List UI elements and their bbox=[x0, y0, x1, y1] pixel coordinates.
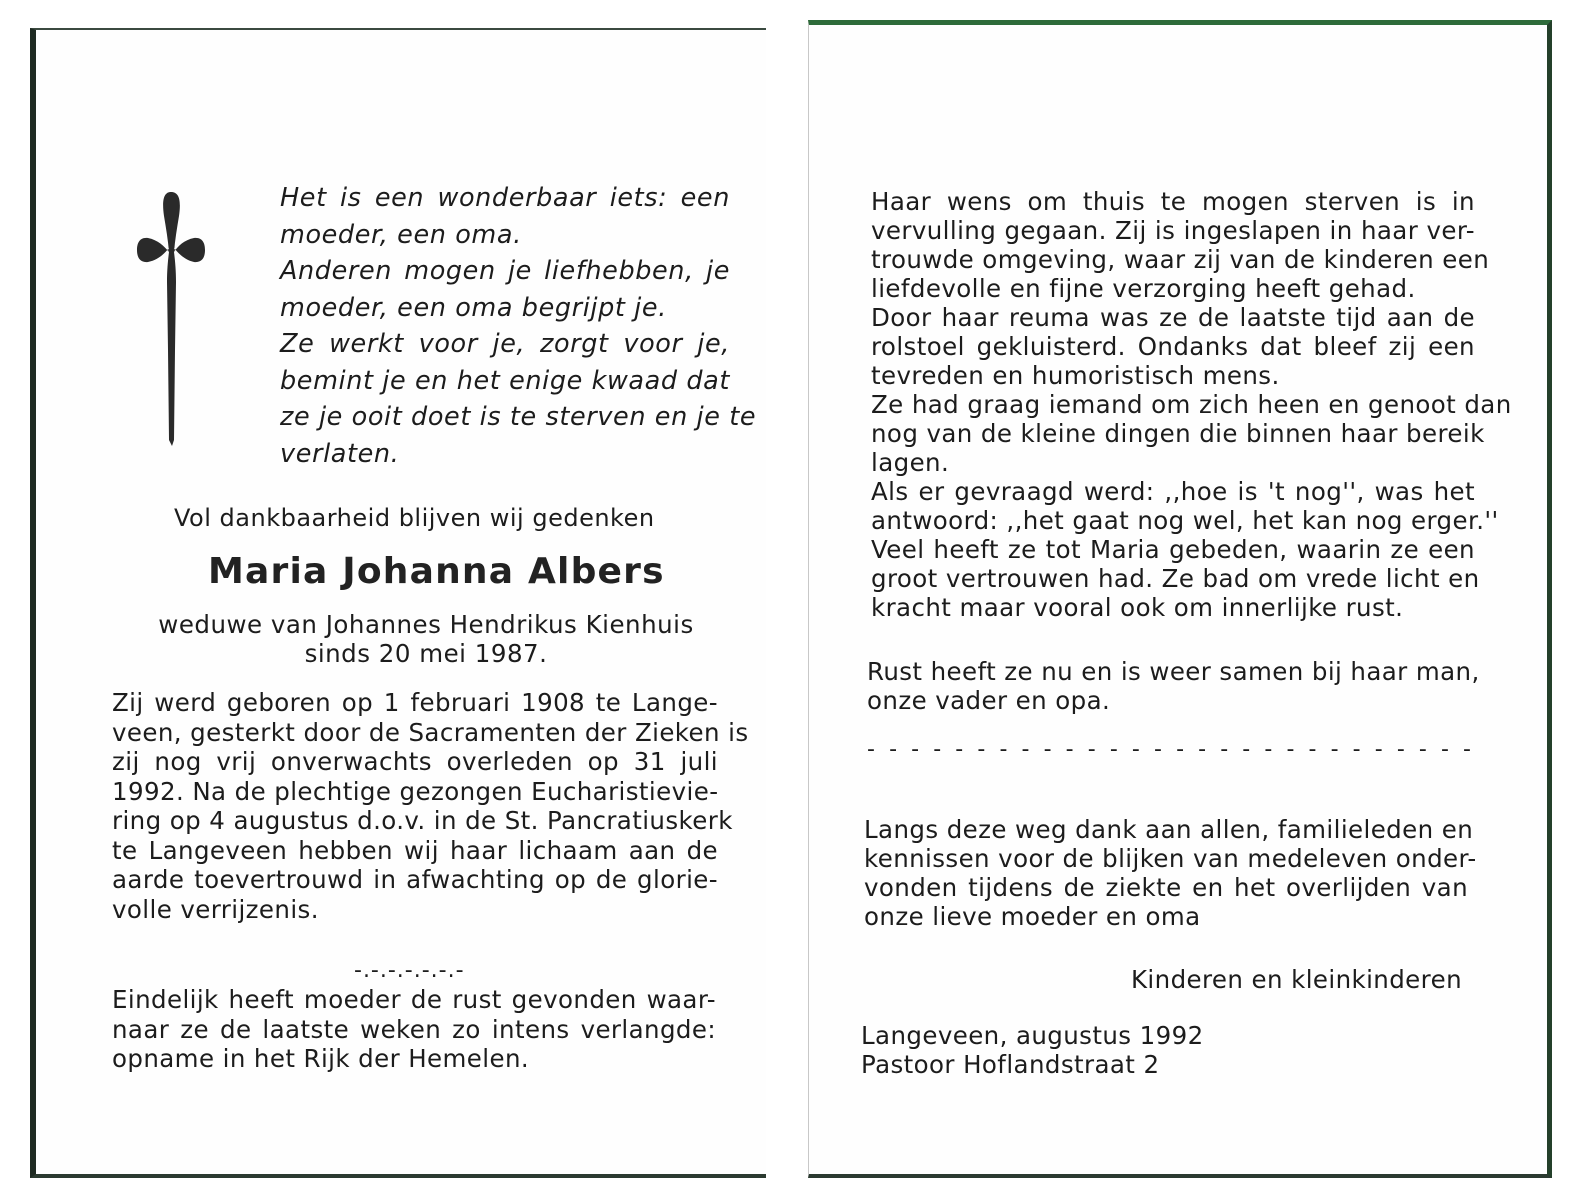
poem-line: moeder, een oma. bbox=[280, 219, 522, 250]
bio-line: volle verrijzenis. bbox=[112, 894, 319, 924]
dot-separator: -.-.-.-.-.-.- bbox=[354, 958, 465, 983]
thanks-paragraph bbox=[864, 815, 1477, 931]
poem-line: verlaten. bbox=[280, 438, 400, 469]
closing-line: opname in het Rijk der Hemelen. bbox=[112, 1044, 530, 1073]
memorial-line: kracht maar vooral ook om innerlijke rust. bbox=[871, 593, 1404, 622]
cross-icon bbox=[136, 190, 206, 450]
bio-line: zij nog vrij onverwachts overleden op 31 juli bbox=[112, 747, 718, 776]
memorial-line: trouwde omgeving, waar zij van de kinderen een bbox=[871, 245, 1490, 274]
memorial-paragraph bbox=[871, 187, 1512, 622]
poem-line: Ze werkt voor je, zorgt voor je, bbox=[280, 329, 730, 359]
dash-separator: - - - - - - - - - - - - - - - - - - - - - - - - - - - - bbox=[867, 737, 1471, 762]
memorial-line: nog van de kleine dingen die binnen haar bereik bbox=[871, 419, 1485, 448]
thanks-line: kennissen voor de blijken van medeleven onder- bbox=[864, 844, 1477, 873]
rest-line: onze vader en opa. bbox=[867, 686, 1111, 715]
thanks-line: vonden tijdens de ziekte en het overlijden van bbox=[864, 873, 1468, 902]
poem bbox=[280, 180, 757, 472]
memorial-line: liefdevolle en fijne verzorging heeft gehad. bbox=[871, 274, 1416, 303]
bio-line: Zij werd geboren op 1 februari 1908 te Lange- bbox=[112, 688, 718, 717]
bio-line: ring op 4 augustus d.o.v. in de St. Pancratiuskerk bbox=[112, 806, 733, 835]
closing-paragraph bbox=[112, 985, 716, 1074]
right-card bbox=[808, 20, 1552, 1178]
bio-line: te Langeveen hebben wij haar lichaam aan de bbox=[112, 835, 718, 865]
closing-line: Eindelijk heeft moeder de rust gevonden waar- bbox=[112, 985, 716, 1014]
family-signature: Kinderen en kleinkinderen bbox=[1130, 965, 1462, 994]
address-line: Langeveen, augustus 1992 bbox=[861, 1021, 1204, 1050]
poem-line: Het is een wonderbaar iets: een bbox=[280, 183, 730, 213]
closing-line: naar ze de laatste weken zo intens verlangde: bbox=[112, 1014, 716, 1044]
widow-line: sinds 20 mei 1987. bbox=[304, 639, 548, 668]
rest-line: Rust heeft ze nu en is weer samen bij haar man, bbox=[867, 657, 1480, 686]
rest-paragraph bbox=[867, 657, 1480, 715]
memorial-line: Veel heeft ze tot Maria gebeden, waarin ze een bbox=[871, 535, 1475, 564]
memorial-line: lagen. bbox=[871, 448, 950, 477]
memorial-line: Ze had graag iemand om zich heen en genoot dan bbox=[871, 390, 1512, 419]
memorial-line: rolstoel gekluisterd. Ondanks dat bleef zij een bbox=[871, 332, 1475, 361]
bio-line: veen, gesterkt door de Sacramenten der Zieken is bbox=[112, 717, 749, 747]
memorial-line: antwoord: ,,het gaat nog wel, het kan nog erger.'' bbox=[871, 506, 1499, 535]
thanks-line: Langs deze weg dank aan allen, familieleden en bbox=[864, 815, 1474, 844]
left-card bbox=[30, 28, 766, 1178]
bio-line: 1992. Na de plechtige gezongen Eucharistievie- bbox=[112, 776, 719, 806]
memorial-line: Haar wens om thuis te mogen sterven is in bbox=[871, 187, 1475, 216]
memorial-line: Als er gevraagd werd: ,,hoe is 't nog'', was het bbox=[871, 477, 1475, 506]
poem-line: Anderen mogen je liefhebben, je bbox=[280, 256, 730, 286]
widow-statement bbox=[116, 610, 736, 668]
bio-line: aarde toevertrouwd in afwachting op de glorie- bbox=[112, 865, 718, 894]
address-block bbox=[861, 1021, 1204, 1079]
thanks-line: onze lieve moeder en oma bbox=[864, 902, 1201, 931]
poem-line: ze je ooit doet is te sterven en je te bbox=[280, 402, 757, 432]
poem-line: bemint je en het enige kwaad dat bbox=[280, 365, 730, 396]
biography bbox=[112, 688, 749, 924]
memorial-line: tevreden en humoristisch mens. bbox=[871, 361, 1280, 390]
address-line: Pastoor Hoflandstraat 2 bbox=[861, 1050, 1160, 1079]
memorial-line: Door haar reuma was ze de laatste tijd aan de bbox=[871, 303, 1475, 332]
deceased-name: Maria Johanna Albers bbox=[208, 551, 665, 592]
widow-line: weduwe van Johannes Hendrikus Kienhuis bbox=[158, 610, 694, 639]
poem-line: moeder, een oma begrijpt je. bbox=[280, 292, 667, 323]
memorial-line: groot vertrouwen had. Ze bad om vrede licht en bbox=[871, 564, 1480, 593]
gratitude-line: Vol dankbaarheid blijven wij gedenken bbox=[174, 504, 655, 532]
memorial-line: vervulling gegaan. Zij is ingeslapen in haar ver- bbox=[871, 216, 1475, 245]
